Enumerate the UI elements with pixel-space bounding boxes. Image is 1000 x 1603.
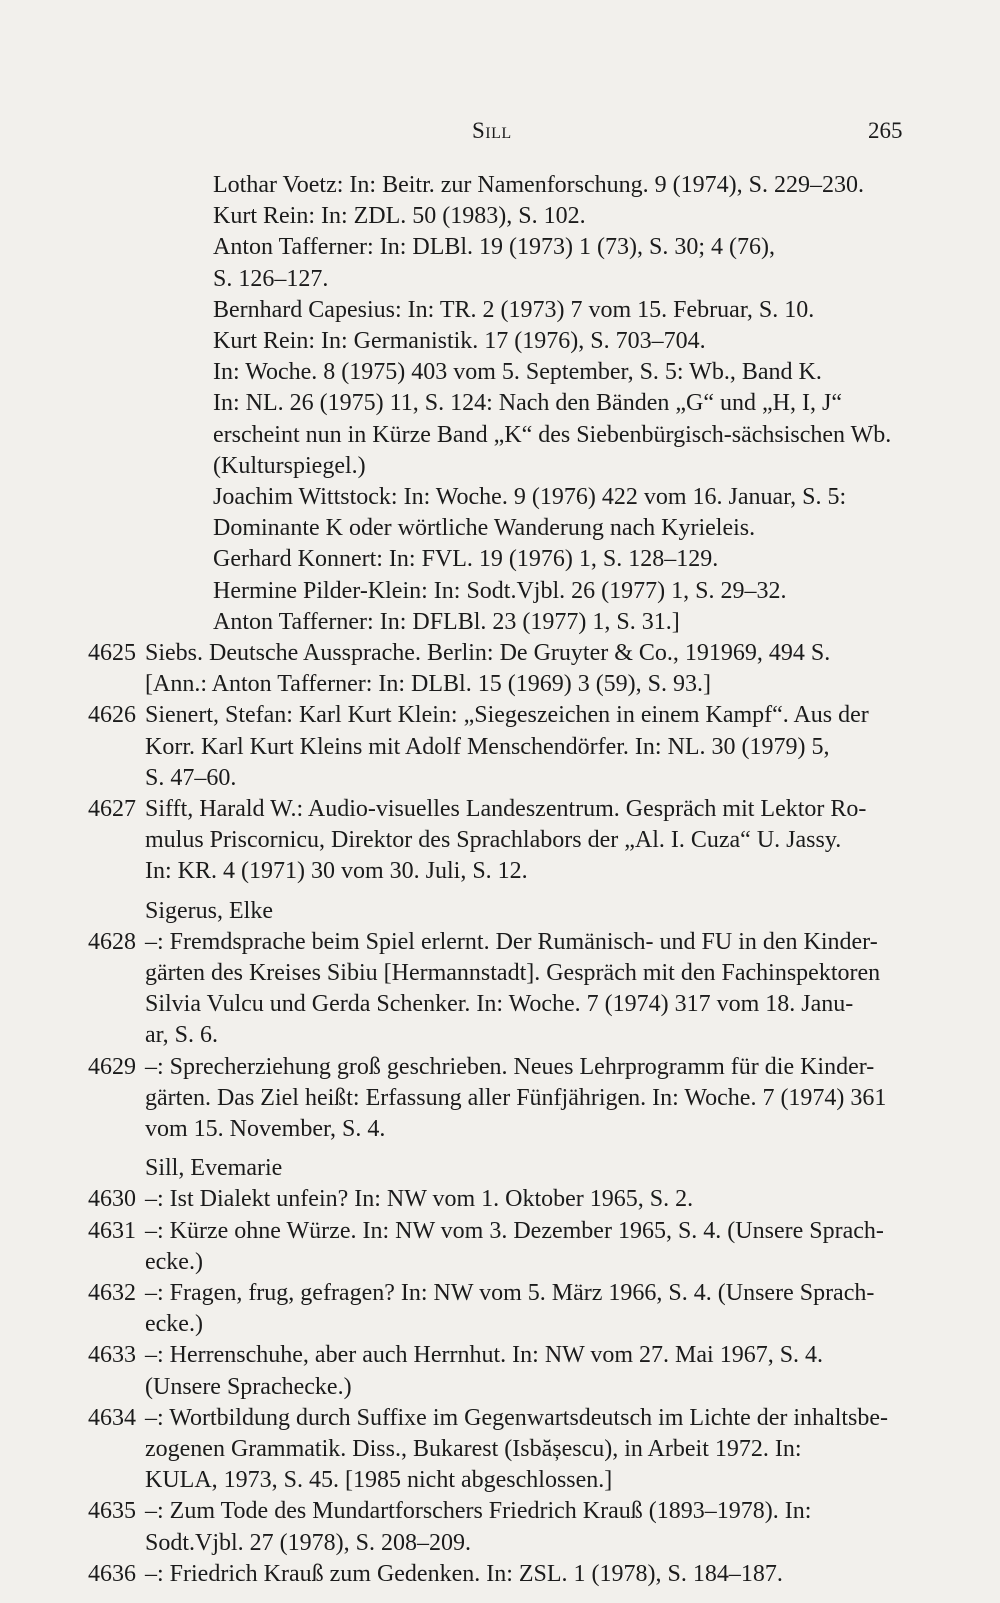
entry-number: 4628 <box>88 929 136 955</box>
review-line: Kurt Rein: In: ZDL. 50 (1983), S. 102. <box>213 203 586 229</box>
entry-text-line: –: Sprecherziehung groß geschrieben. Neues Lehrprogramm für die Kinder- <box>145 1054 875 1080</box>
entry-text-line: gärten des Kreises Sibiu [Hermannstadt]. Gespräch mit den Fachinspektoren <box>145 960 881 986</box>
entry-text-line: S. 47–60. <box>145 765 237 791</box>
author-heading: Sigerus, Elke <box>145 898 273 924</box>
entry-text-line: –: Zum Tode des Mundartforschers Friedrich Krauß (1893–1978). In: <box>145 1498 812 1524</box>
review-line: (Kulturspiegel.) <box>213 453 366 479</box>
entry-number: 4634 <box>88 1405 136 1431</box>
page-number: 265 <box>868 118 903 143</box>
entry-text-line: –: Friedrich Krauß zum Gedenken. In: ZSL. 1 (1978), S. 184–187. <box>145 1561 783 1587</box>
review-line: Hermine Pilder-Klein: In: Sodt.Vjbl. 26 (1977) 1, S. 29–32. <box>213 578 787 604</box>
entry-text-line: Sodt.Vjbl. 27 (1978), S. 208–209. <box>145 1530 472 1556</box>
entry-text-line: Sienert, Stefan: Karl Kurt Klein: „Siegeszeichen in einem Kampf“. Aus der <box>145 702 869 728</box>
entry-number: 4626 <box>88 702 136 728</box>
entry-text-line: Sifft, Harald W.: Audio-visuelles Landeszentrum. Gespräch mit Lektor Ro- <box>145 796 867 822</box>
review-line: Dominante K oder wörtliche Wanderung nach Kyrieleis. <box>213 515 756 541</box>
entry-text-line: (Unsere Sprachecke.) <box>145 1374 352 1400</box>
review-line: In: NL. 26 (1975) 11, S. 124: Nach den Bänden „G“ und „H, I, J“ <box>213 390 842 416</box>
entry-text-line: –: Kürze ohne Würze. In: NW vom 3. Dezember 1965, S. 4. (Unsere Sprach- <box>145 1218 884 1244</box>
review-line: In: Woche. 8 (1975) 403 vom 5. September, S. 5: Wb., Band K. <box>213 359 822 385</box>
entry-text-line: In: KR. 4 (1971) 30 vom 30. Juli, S. 12. <box>145 858 528 884</box>
entry-text-line: Silvia Vulcu und Gerda Schenker. In: Woche. 7 (1974) 317 vom 18. Janu- <box>145 991 854 1017</box>
entry-text-line: –: Ist Dialekt unfein? In: NW vom 1. Oktober 1965, S. 2. <box>145 1186 694 1212</box>
review-line: Bernhard Capesius: In: TR. 2 (1973) 7 vom 15. Februar, S. 10. <box>213 297 815 323</box>
author-heading: Sill, Evemarie <box>145 1155 283 1181</box>
entry-number: 4636 <box>88 1561 136 1587</box>
entry-number: 4633 <box>88 1342 136 1368</box>
entry-text-line: KULA, 1973, S. 45. [1985 nicht abgeschlossen.] <box>145 1467 613 1493</box>
review-line: Anton Tafferner: In: DFLBl. 23 (1977) 1, S. 31.] <box>213 609 680 635</box>
entry-text-line: –: Fragen, frug, gefragen? In: NW vom 5. März 1966, S. 4. (Unsere Sprach- <box>145 1280 875 1306</box>
review-line: Kurt Rein: In: Germanistik. 17 (1976), S. 703–704. <box>213 328 706 354</box>
entry-number: 4630 <box>88 1186 136 1212</box>
entry-number: 4631 <box>88 1218 136 1244</box>
entry-text-line: ar, S. 6. <box>145 1022 219 1048</box>
entry-text-line: [Ann.: Anton Tafferner: In: DLBl. 15 (1969) 3 (59), S. 93.] <box>145 671 712 697</box>
entry-text-line: mulus Priscornicu, Direktor des Sprachlabors der „Al. I. Cuza“ U. Jassy. <box>145 827 842 853</box>
entry-text-line: Siebs. Deutsche Aussprache. Berlin: De Gruyter & Co., 191969, 494 S. <box>145 640 831 666</box>
entry-number: 4629 <box>88 1054 136 1080</box>
entry-number: 4625 <box>88 640 136 666</box>
entry-text-line: vom 15. November, S. 4. <box>145 1116 386 1142</box>
entry-number: 4632 <box>88 1280 136 1306</box>
entry-number: 4635 <box>88 1498 136 1524</box>
entry-text-line: zogenen Grammatik. Diss., Bukarest (Isbășescu), in Arbeit 1972. In: <box>145 1436 802 1462</box>
entry-text-line: –: Herrenschuhe, aber auch Herrnhut. In: NW vom 27. Mai 1967, S. 4. <box>145 1342 824 1368</box>
running-head: Sill <box>472 118 512 143</box>
review-line: Lothar Voetz: In: Beitr. zur Namenforschung. 9 (1974), S. 229–230. <box>213 172 864 198</box>
entry-text-line: –: Wortbildung durch Suffixe im Gegenwartsdeutsch im Lichte der inhaltsbe- <box>145 1405 889 1431</box>
review-line: Anton Tafferner: In: DLBl. 19 (1973) 1 (73), S. 30; 4 (76), <box>213 234 776 260</box>
entry-text-line: ecke.) <box>145 1249 203 1275</box>
entry-text-line: –: Fremdsprache beim Spiel erlernt. Der Rumänisch- und FU in den Kinder- <box>145 929 878 955</box>
entry-text-line: ecke.) <box>145 1311 203 1337</box>
entry-number: 4627 <box>88 796 136 822</box>
review-line: Gerhard Konnert: In: FVL. 19 (1976) 1, S. 128–129. <box>213 546 719 572</box>
review-line: erscheint nun in Kürze Band „K“ des Siebenbürgisch-sächsischen Wb. <box>213 422 892 448</box>
review-line: S. 126–127. <box>213 266 329 292</box>
entry-text-line: gärten. Das Ziel heißt: Erfassung aller Fünfjährigen. In: Woche. 7 (1974) 361 <box>145 1085 887 1111</box>
entry-text-line: Korr. Karl Kurt Kleins mit Adolf Menschendörfer. In: NL. 30 (1979) 5, <box>145 734 830 760</box>
review-line: Joachim Wittstock: In: Woche. 9 (1976) 422 vom 16. Januar, S. 5: <box>213 484 847 510</box>
